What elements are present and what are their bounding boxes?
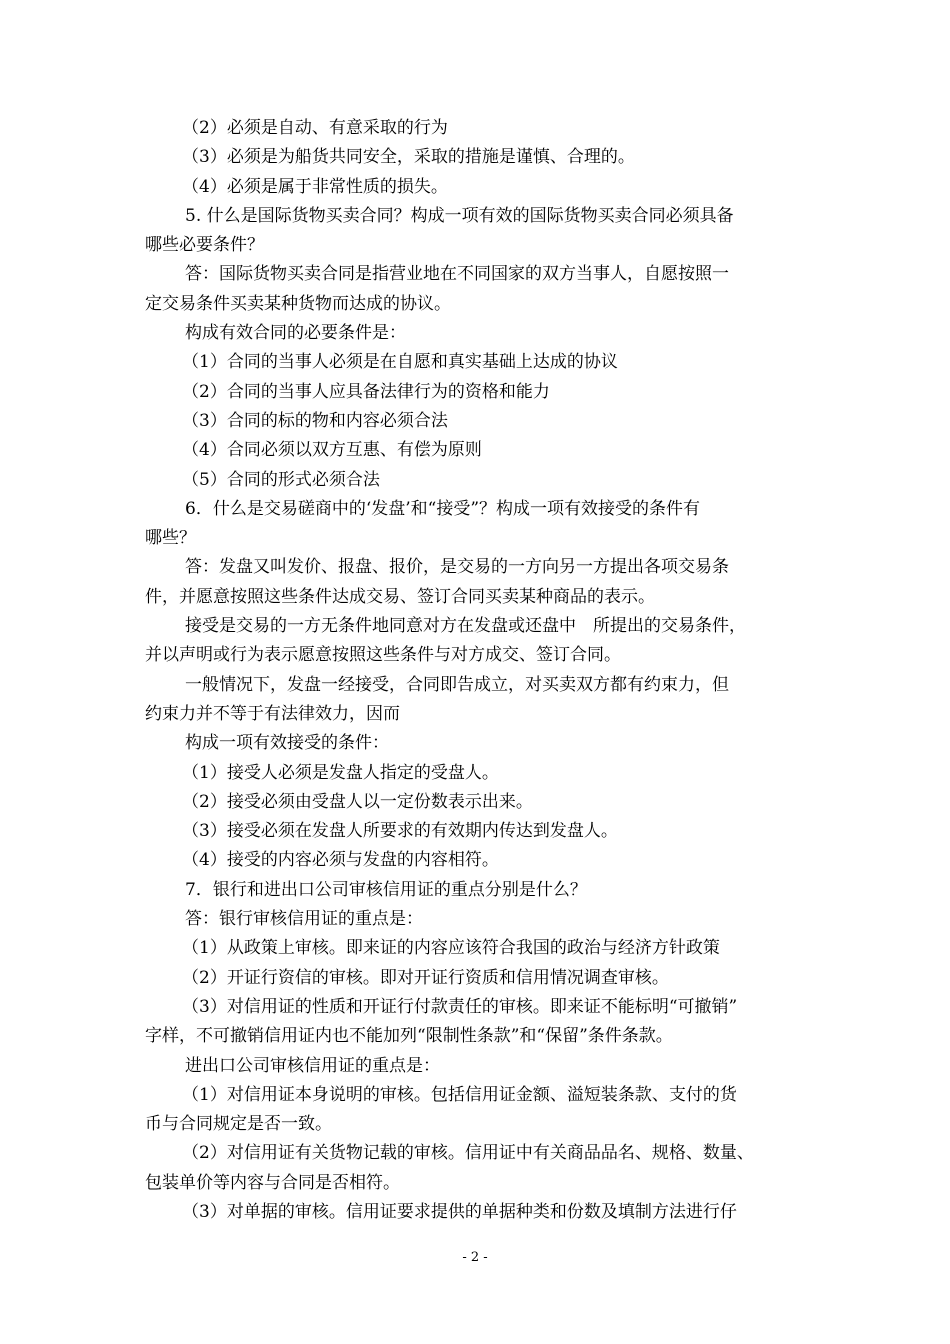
text-line: （4）合同必须以双方互惠、有偿为原则 (182, 440, 482, 461)
text-line: 答：银行审核信用证的重点是： (185, 909, 423, 930)
text-line: 7．银行和进出口公司审核信用证的重点分别是什么？ (185, 879, 587, 900)
text-line: （1）接受人必须是发盘人指定的受盘人。 (182, 762, 499, 783)
text-line: （3）对单据的审核。信用证要求提供的单据种类和份数及填制方法进行仔 (182, 1201, 737, 1222)
text-line: 构成有效合同的必要条件是： (185, 323, 406, 344)
text-line: （2）必须是自动、有意采取的行为 (182, 118, 448, 138)
text-line: 包装单价等内容与合同是否相符。 (145, 1172, 400, 1193)
text-line: 答：发盘又叫发价、报盘、报价，是交易的一方向另一方提出各项交易条 (185, 557, 729, 578)
text-line: （1）对信用证本身说明的审核。包括信用证金额、溢短装条款、支付的货 (182, 1084, 737, 1105)
text-line: 币与合同规定是否一致。 (145, 1114, 332, 1135)
text-line: （1）合同的当事人必须是在自愿和真实基础上达成的协议 (182, 352, 618, 373)
text-line: 并以声明或行为表示愿意按照这些条件与对方成交、签订合同。 (145, 645, 621, 666)
text-line: 一般情况下，发盘一经接受，合同即告成立，对买卖双方都有约束力，但 (185, 674, 729, 695)
text-line: 哪些？ (145, 528, 196, 549)
text-line: 接受是交易的一方无条件地同意对方在发盘或还盘中 所提出的交易条件， (185, 616, 746, 637)
text-line: 6．什么是交易磋商中的‘发盘’和“接受”？构成一项有效接受的条件有 (185, 498, 701, 519)
text-line: （4）接受的内容必须与发盘的内容相符。 (182, 850, 499, 871)
text-line: （3）接受必须在发盘人所要求的有效期内传达到发盘人。 (182, 821, 618, 842)
text-line: 件，并愿意按照这些条件达成交易、签订合同买卖某种商品的表示。 (145, 586, 655, 607)
text-line: （3）对信用证的性质和开证行付款责任的审核。即来证不能标明“可撤销” (182, 996, 738, 1017)
text-line: （2）开证行资信的审核。即对开证行资质和信用情况调查审核。 (182, 967, 669, 988)
page-number: - 2 - (462, 1250, 488, 1265)
text-line: 5. 什么是国际货物买卖合同？构成一项有效的国际货物买卖合同必须具备 (185, 205, 734, 226)
text-line: （3）合同的标的物和内容必须合法 (182, 410, 448, 431)
text-line: 构成一项有效接受的条件： (185, 733, 389, 754)
text-line: 定交易条件买卖某种货物而达成的协议。 (145, 293, 451, 314)
text-line: （2）合同的当事人应具备法律行为的资格和能力 (182, 381, 550, 402)
text-line: 字样，不可撤销信用证内也不能加列“限制性条款”和“保留”条件条款。 (145, 1026, 673, 1047)
text-line: （1）从政策上审核。即来证的内容应该符合我国的政治与经济方针政策 (182, 938, 720, 959)
text-line: （5）合同的形式必须合法 (182, 469, 380, 490)
text-line: 进出口公司审核信用证的重点是： (185, 1055, 440, 1076)
text-line: 哪些必要条件？ (145, 235, 264, 256)
text-line: （2）接受必须由受盘人以一定份数表示出来。 (182, 791, 533, 812)
text-line: 约束力并不等于有法律效力，因而 (145, 703, 400, 724)
text-line: （4）必须是属于非常性质的损失。 (182, 176, 448, 197)
document-body (145, 114, 797, 1227)
text-line: 答：国际货物买卖合同是指营业地在不同国家的双方当事人，自愿按照一 (185, 264, 729, 285)
text-line: （3）必须是为船货共同安全，采取的措施是谨慎、合理的。 (182, 147, 635, 168)
text-line: （2）对信用证有关货物记载的审核。信用证中有关商品品名、规格、数量、 (182, 1143, 754, 1164)
